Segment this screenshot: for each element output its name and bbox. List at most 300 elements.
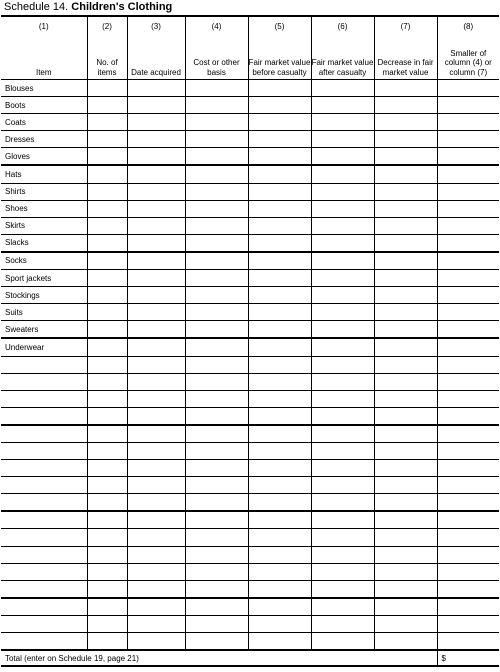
- entry-cell[interactable]: [87, 425, 127, 443]
- entry-cell[interactable]: [311, 529, 374, 546]
- entry-cell[interactable]: [374, 321, 437, 339]
- table-row: [1, 304, 499, 321]
- entry-cell[interactable]: [127, 511, 185, 529]
- item-cell[interactable]: [1, 425, 87, 443]
- entry-cell[interactable]: [127, 529, 185, 546]
- entry-cell[interactable]: [311, 234, 374, 252]
- entry-cell[interactable]: [127, 477, 185, 494]
- entry-cell[interactable]: [437, 131, 499, 148]
- entry-cell[interactable]: [248, 200, 311, 217]
- entry-cell[interactable]: [311, 165, 374, 183]
- entry-cell[interactable]: [374, 200, 437, 217]
- table-row: [1, 407, 499, 425]
- schedule-title: [4, 0, 172, 14]
- entry-cell[interactable]: [437, 373, 499, 390]
- entry-cell[interactable]: [185, 114, 248, 131]
- schedule-name: Children's Clothing: [71, 1, 173, 13]
- entry-cell[interactable]: [437, 165, 499, 183]
- entry-cell[interactable]: [127, 615, 185, 632]
- entry-cell[interactable]: [311, 114, 374, 131]
- entry-cell[interactable]: [311, 252, 374, 270]
- entry-cell[interactable]: [87, 165, 127, 183]
- entry-cell[interactable]: [185, 287, 248, 304]
- entry-cell[interactable]: [248, 580, 311, 598]
- col-header-2: (2) No. of items: [87, 16, 127, 80]
- entry-cell[interactable]: [311, 287, 374, 304]
- entry-cell[interactable]: [311, 425, 374, 443]
- table-row: [1, 494, 499, 512]
- item-cell: Sport jackets: [1, 270, 87, 287]
- entry-cell[interactable]: [374, 442, 437, 459]
- col-header-8: (8) Smaller of column (4) or column (7): [437, 16, 499, 80]
- entry-cell[interactable]: [127, 321, 185, 339]
- table-row: [1, 200, 499, 217]
- item-cell[interactable]: [1, 373, 87, 390]
- entry-cell[interactable]: [87, 183, 127, 200]
- entry-cell[interactable]: [248, 131, 311, 148]
- entry-cell[interactable]: [248, 529, 311, 546]
- entry-cell[interactable]: [87, 460, 127, 477]
- entry-cell[interactable]: [185, 338, 248, 356]
- entry-cell[interactable]: [437, 407, 499, 425]
- entry-cell[interactable]: [374, 287, 437, 304]
- entry-cell[interactable]: [248, 80, 311, 97]
- entry-cell[interactable]: [374, 148, 437, 166]
- entry-cell[interactable]: [185, 460, 248, 477]
- entry-cell[interactable]: [311, 321, 374, 339]
- entry-cell[interactable]: [374, 511, 437, 529]
- total-label: Total (enter on Schedule 19, page 21): [1, 650, 437, 666]
- entry-cell[interactable]: [311, 373, 374, 390]
- entry-cell[interactable]: [185, 373, 248, 390]
- entry-cell[interactable]: [87, 615, 127, 632]
- entry-cell[interactable]: [374, 598, 437, 616]
- table-row: [1, 183, 499, 200]
- entry-cell[interactable]: [248, 321, 311, 339]
- entry-cell[interactable]: [185, 633, 248, 651]
- entry-cell[interactable]: [87, 321, 127, 339]
- entry-cell[interactable]: [311, 80, 374, 97]
- entry-cell[interactable]: [437, 390, 499, 407]
- entry-cell[interactable]: [374, 633, 437, 651]
- entry-cell[interactable]: [185, 270, 248, 287]
- table-row: [1, 425, 499, 443]
- entry-cell[interactable]: [437, 304, 499, 321]
- entry-cell[interactable]: [127, 356, 185, 373]
- entry-cell[interactable]: [311, 442, 374, 459]
- entry-cell[interactable]: [437, 615, 499, 632]
- entry-cell[interactable]: [311, 390, 374, 407]
- entry-cell[interactable]: [87, 511, 127, 529]
- entry-cell[interactable]: [437, 425, 499, 443]
- entry-cell[interactable]: [185, 97, 248, 114]
- entry-cell[interactable]: [437, 460, 499, 477]
- table-row: [1, 356, 499, 373]
- entry-cell[interactable]: [127, 97, 185, 114]
- table-row: [1, 390, 499, 407]
- entry-cell[interactable]: [127, 114, 185, 131]
- entry-cell[interactable]: [248, 494, 311, 512]
- table-row: [1, 97, 499, 114]
- entry-cell[interactable]: [185, 217, 248, 234]
- table-row: [1, 287, 499, 304]
- entry-cell[interactable]: [248, 615, 311, 632]
- item-cell[interactable]: [1, 529, 87, 546]
- entry-cell[interactable]: [87, 563, 127, 580]
- entry-cell[interactable]: [185, 442, 248, 459]
- item-cell[interactable]: [1, 390, 87, 407]
- entry-cell[interactable]: [87, 304, 127, 321]
- item-cell[interactable]: [1, 460, 87, 477]
- entry-cell[interactable]: [311, 407, 374, 425]
- entry-cell[interactable]: [87, 270, 127, 287]
- entry-cell[interactable]: [87, 477, 127, 494]
- entry-cell[interactable]: [87, 373, 127, 390]
- entry-cell[interactable]: [437, 546, 499, 563]
- entry-cell[interactable]: [185, 494, 248, 512]
- entry-cell[interactable]: [127, 546, 185, 563]
- schedule-prefix: Schedule 14.: [4, 1, 69, 13]
- entry-cell[interactable]: [248, 511, 311, 529]
- entry-cell[interactable]: [311, 131, 374, 148]
- entry-cell[interactable]: [374, 234, 437, 252]
- item-cell[interactable]: [1, 598, 87, 616]
- total-row: [1, 650, 499, 666]
- entry-cell[interactable]: [87, 80, 127, 97]
- entry-cell[interactable]: [185, 321, 248, 339]
- entry-cell[interactable]: [248, 598, 311, 616]
- table-row: [1, 148, 499, 166]
- entry-cell[interactable]: [185, 131, 248, 148]
- entry-cell[interactable]: [374, 563, 437, 580]
- entry-cell[interactable]: [127, 633, 185, 651]
- entry-cell[interactable]: [311, 200, 374, 217]
- item-cell: Socks: [1, 252, 87, 270]
- entry-cell[interactable]: [437, 183, 499, 200]
- entry-cell[interactable]: [185, 511, 248, 529]
- entry-cell[interactable]: [374, 477, 437, 494]
- item-cell: Shoes: [1, 200, 87, 217]
- table-row: [1, 633, 499, 651]
- entry-cell[interactable]: [437, 563, 499, 580]
- entry-cell[interactable]: [127, 304, 185, 321]
- entry-cell[interactable]: [127, 200, 185, 217]
- entry-cell[interactable]: [374, 97, 437, 114]
- item-cell: Skirts: [1, 217, 87, 234]
- entry-cell[interactable]: [185, 477, 248, 494]
- entry-cell[interactable]: [374, 580, 437, 598]
- entry-cell[interactable]: [87, 338, 127, 356]
- entry-cell[interactable]: [248, 252, 311, 270]
- item-cell: Boots: [1, 97, 87, 114]
- entry-cell[interactable]: [185, 615, 248, 632]
- entry-cell[interactable]: [248, 477, 311, 494]
- entry-cell[interactable]: [87, 580, 127, 598]
- entry-cell[interactable]: [185, 304, 248, 321]
- entry-cell[interactable]: [127, 460, 185, 477]
- entry-cell[interactable]: [185, 598, 248, 616]
- entry-cell[interactable]: [374, 615, 437, 632]
- table-row: [1, 529, 499, 546]
- entry-cell[interactable]: [87, 529, 127, 546]
- entry-cell[interactable]: [437, 287, 499, 304]
- entry-cell[interactable]: [87, 494, 127, 512]
- entry-cell[interactable]: [311, 270, 374, 287]
- entry-cell[interactable]: [311, 183, 374, 200]
- entry-cell[interactable]: [87, 217, 127, 234]
- entry-cell[interactable]: [248, 97, 311, 114]
- table-body: [1, 80, 499, 651]
- entry-cell[interactable]: [248, 356, 311, 373]
- entry-cell[interactable]: [437, 148, 499, 166]
- col-header-4: (4) Cost or other basis: [185, 16, 248, 80]
- entry-cell[interactable]: [87, 390, 127, 407]
- entry-cell[interactable]: [437, 511, 499, 529]
- entry-cell[interactable]: [374, 356, 437, 373]
- item-cell: Blouses: [1, 80, 87, 97]
- entry-cell[interactable]: [127, 270, 185, 287]
- entry-cell[interactable]: [185, 234, 248, 252]
- col-header-3: (3) Date acquired: [127, 16, 185, 80]
- entry-cell[interactable]: [374, 114, 437, 131]
- entry-cell[interactable]: [248, 338, 311, 356]
- entry-cell[interactable]: [437, 80, 499, 97]
- entry-cell[interactable]: [127, 390, 185, 407]
- item-cell[interactable]: [1, 442, 87, 459]
- entry-cell[interactable]: [311, 633, 374, 651]
- entry-cell[interactable]: [437, 234, 499, 252]
- entry-cell[interactable]: [374, 425, 437, 443]
- entry-cell[interactable]: [127, 287, 185, 304]
- clothing-table: [1, 15, 499, 667]
- entry-cell[interactable]: [248, 373, 311, 390]
- entry-cell[interactable]: [311, 217, 374, 234]
- item-cell[interactable]: [1, 615, 87, 632]
- item-cell: Sweaters: [1, 321, 87, 339]
- entry-cell[interactable]: [248, 304, 311, 321]
- entry-cell[interactable]: [374, 546, 437, 563]
- entry-cell[interactable]: [374, 252, 437, 270]
- entry-cell[interactable]: [437, 252, 499, 270]
- entry-cell[interactable]: [127, 373, 185, 390]
- entry-cell[interactable]: [311, 460, 374, 477]
- entry-cell[interactable]: [374, 80, 437, 97]
- entry-cell[interactable]: [87, 148, 127, 166]
- entry-cell[interactable]: [185, 390, 248, 407]
- entry-cell[interactable]: [311, 97, 374, 114]
- entry-cell[interactable]: [311, 304, 374, 321]
- entry-cell[interactable]: [374, 373, 437, 390]
- entry-cell[interactable]: [127, 252, 185, 270]
- item-cell[interactable]: [1, 511, 87, 529]
- entry-cell[interactable]: [185, 165, 248, 183]
- entry-cell[interactable]: [311, 563, 374, 580]
- entry-cell[interactable]: [311, 338, 374, 356]
- entry-cell[interactable]: [185, 407, 248, 425]
- item-cell: Suits: [1, 304, 87, 321]
- total-amount-field[interactable]: $: [437, 650, 499, 666]
- table-row: [1, 546, 499, 563]
- entry-cell[interactable]: [248, 425, 311, 443]
- entry-cell[interactable]: [127, 217, 185, 234]
- entry-cell[interactable]: [311, 511, 374, 529]
- table-row: [1, 321, 499, 339]
- entry-cell[interactable]: [311, 546, 374, 563]
- entry-cell[interactable]: [311, 494, 374, 512]
- table-row: [1, 442, 499, 459]
- entry-cell[interactable]: [127, 425, 185, 443]
- item-cell[interactable]: [1, 477, 87, 494]
- entry-cell[interactable]: [248, 234, 311, 252]
- entry-cell[interactable]: [248, 165, 311, 183]
- entry-cell[interactable]: [87, 131, 127, 148]
- entry-cell[interactable]: [87, 234, 127, 252]
- entry-cell[interactable]: [437, 114, 499, 131]
- entry-cell[interactable]: [248, 390, 311, 407]
- entry-cell[interactable]: [437, 217, 499, 234]
- entry-cell[interactable]: [185, 546, 248, 563]
- entry-cell[interactable]: [311, 598, 374, 616]
- entry-cell[interactable]: [437, 356, 499, 373]
- entry-cell[interactable]: [437, 598, 499, 616]
- entry-cell[interactable]: [87, 252, 127, 270]
- entry-cell[interactable]: [437, 494, 499, 512]
- entry-cell[interactable]: [87, 356, 127, 373]
- entry-cell[interactable]: [437, 529, 499, 546]
- entry-cell[interactable]: [437, 477, 499, 494]
- item-cell[interactable]: [1, 580, 87, 598]
- entry-cell[interactable]: [185, 425, 248, 443]
- entry-cell[interactable]: [248, 217, 311, 234]
- entry-cell[interactable]: [127, 338, 185, 356]
- entry-cell[interactable]: [87, 97, 127, 114]
- entry-cell[interactable]: [374, 131, 437, 148]
- entry-cell[interactable]: [437, 270, 499, 287]
- entry-cell[interactable]: [248, 633, 311, 651]
- item-cell: Slacks: [1, 234, 87, 252]
- entry-cell[interactable]: [87, 633, 127, 651]
- table-row: [1, 373, 499, 390]
- entry-cell[interactable]: [311, 356, 374, 373]
- entry-cell[interactable]: [437, 338, 499, 356]
- entry-cell[interactable]: [185, 148, 248, 166]
- entry-cell[interactable]: [248, 270, 311, 287]
- entry-cell[interactable]: [374, 407, 437, 425]
- entry-cell[interactable]: [127, 165, 185, 183]
- entry-cell[interactable]: [127, 442, 185, 459]
- entry-cell[interactable]: [127, 563, 185, 580]
- entry-cell[interactable]: [87, 442, 127, 459]
- entry-cell[interactable]: [311, 148, 374, 166]
- entry-cell[interactable]: [311, 580, 374, 598]
- entry-cell[interactable]: [437, 633, 499, 651]
- entry-cell[interactable]: [437, 321, 499, 339]
- entry-cell[interactable]: [374, 494, 437, 512]
- entry-cell[interactable]: [248, 442, 311, 459]
- entry-cell[interactable]: [374, 460, 437, 477]
- entry-cell[interactable]: [248, 148, 311, 166]
- table-row: [1, 460, 499, 477]
- entry-cell[interactable]: [437, 442, 499, 459]
- entry-cell[interactable]: [127, 494, 185, 512]
- entry-cell[interactable]: [185, 580, 248, 598]
- entry-cell[interactable]: [437, 200, 499, 217]
- entry-cell[interactable]: [248, 546, 311, 563]
- entry-cell[interactable]: [127, 598, 185, 616]
- table-row: [1, 615, 499, 632]
- table-row: [1, 270, 499, 287]
- entry-cell[interactable]: [127, 580, 185, 598]
- entry-cell[interactable]: [185, 356, 248, 373]
- entry-cell[interactable]: [311, 615, 374, 632]
- col-header-7: (7) Decrease in fair market value: [374, 16, 437, 80]
- entry-cell[interactable]: [248, 287, 311, 304]
- entry-cell[interactable]: [374, 338, 437, 356]
- item-cell[interactable]: [1, 494, 87, 512]
- item-cell[interactable]: [1, 563, 87, 580]
- entry-cell[interactable]: [437, 97, 499, 114]
- entry-cell[interactable]: [311, 477, 374, 494]
- entry-cell[interactable]: [248, 563, 311, 580]
- entry-cell[interactable]: [87, 546, 127, 563]
- entry-cell[interactable]: [248, 460, 311, 477]
- entry-cell[interactable]: [127, 407, 185, 425]
- table-row: [1, 598, 499, 616]
- item-cell[interactable]: [1, 546, 87, 563]
- entry-cell[interactable]: [127, 80, 185, 97]
- item-cell[interactable]: [1, 407, 87, 425]
- entry-cell[interactable]: [127, 234, 185, 252]
- col-header-1: (1) Item: [1, 16, 87, 80]
- entry-cell[interactable]: [185, 563, 248, 580]
- entry-cell[interactable]: [87, 114, 127, 131]
- table-row: [1, 217, 499, 234]
- table-row: [1, 511, 499, 529]
- table-row: [1, 580, 499, 598]
- entry-cell[interactable]: [437, 580, 499, 598]
- entry-cell[interactable]: [87, 200, 127, 217]
- entry-cell[interactable]: [185, 200, 248, 217]
- entry-cell[interactable]: [248, 183, 311, 200]
- entry-cell[interactable]: [87, 598, 127, 616]
- entry-cell[interactable]: [374, 529, 437, 546]
- entry-cell[interactable]: [374, 183, 437, 200]
- entry-cell[interactable]: [374, 217, 437, 234]
- entry-cell[interactable]: [127, 183, 185, 200]
- table-row: [1, 234, 499, 252]
- table-row: [1, 477, 499, 494]
- entry-cell[interactable]: [374, 270, 437, 287]
- entry-cell[interactable]: [248, 114, 311, 131]
- entry-cell[interactable]: [127, 148, 185, 166]
- entry-cell[interactable]: [185, 80, 248, 97]
- entry-cell[interactable]: [127, 131, 185, 148]
- entry-cell[interactable]: [87, 287, 127, 304]
- entry-cell[interactable]: [185, 252, 248, 270]
- entry-cell[interactable]: [185, 183, 248, 200]
- entry-cell[interactable]: [374, 390, 437, 407]
- entry-cell[interactable]: [87, 407, 127, 425]
- col-header-6: (6) Fair market value after casualty: [311, 16, 374, 80]
- entry-cell[interactable]: [374, 304, 437, 321]
- col-header-5: (5) Fair market value before casualty: [248, 16, 311, 80]
- entry-cell[interactable]: [248, 407, 311, 425]
- entry-cell[interactable]: [185, 529, 248, 546]
- item-cell[interactable]: [1, 633, 87, 651]
- entry-cell[interactable]: [374, 165, 437, 183]
- item-cell[interactable]: [1, 356, 87, 373]
- item-cell: Hats: [1, 165, 87, 183]
